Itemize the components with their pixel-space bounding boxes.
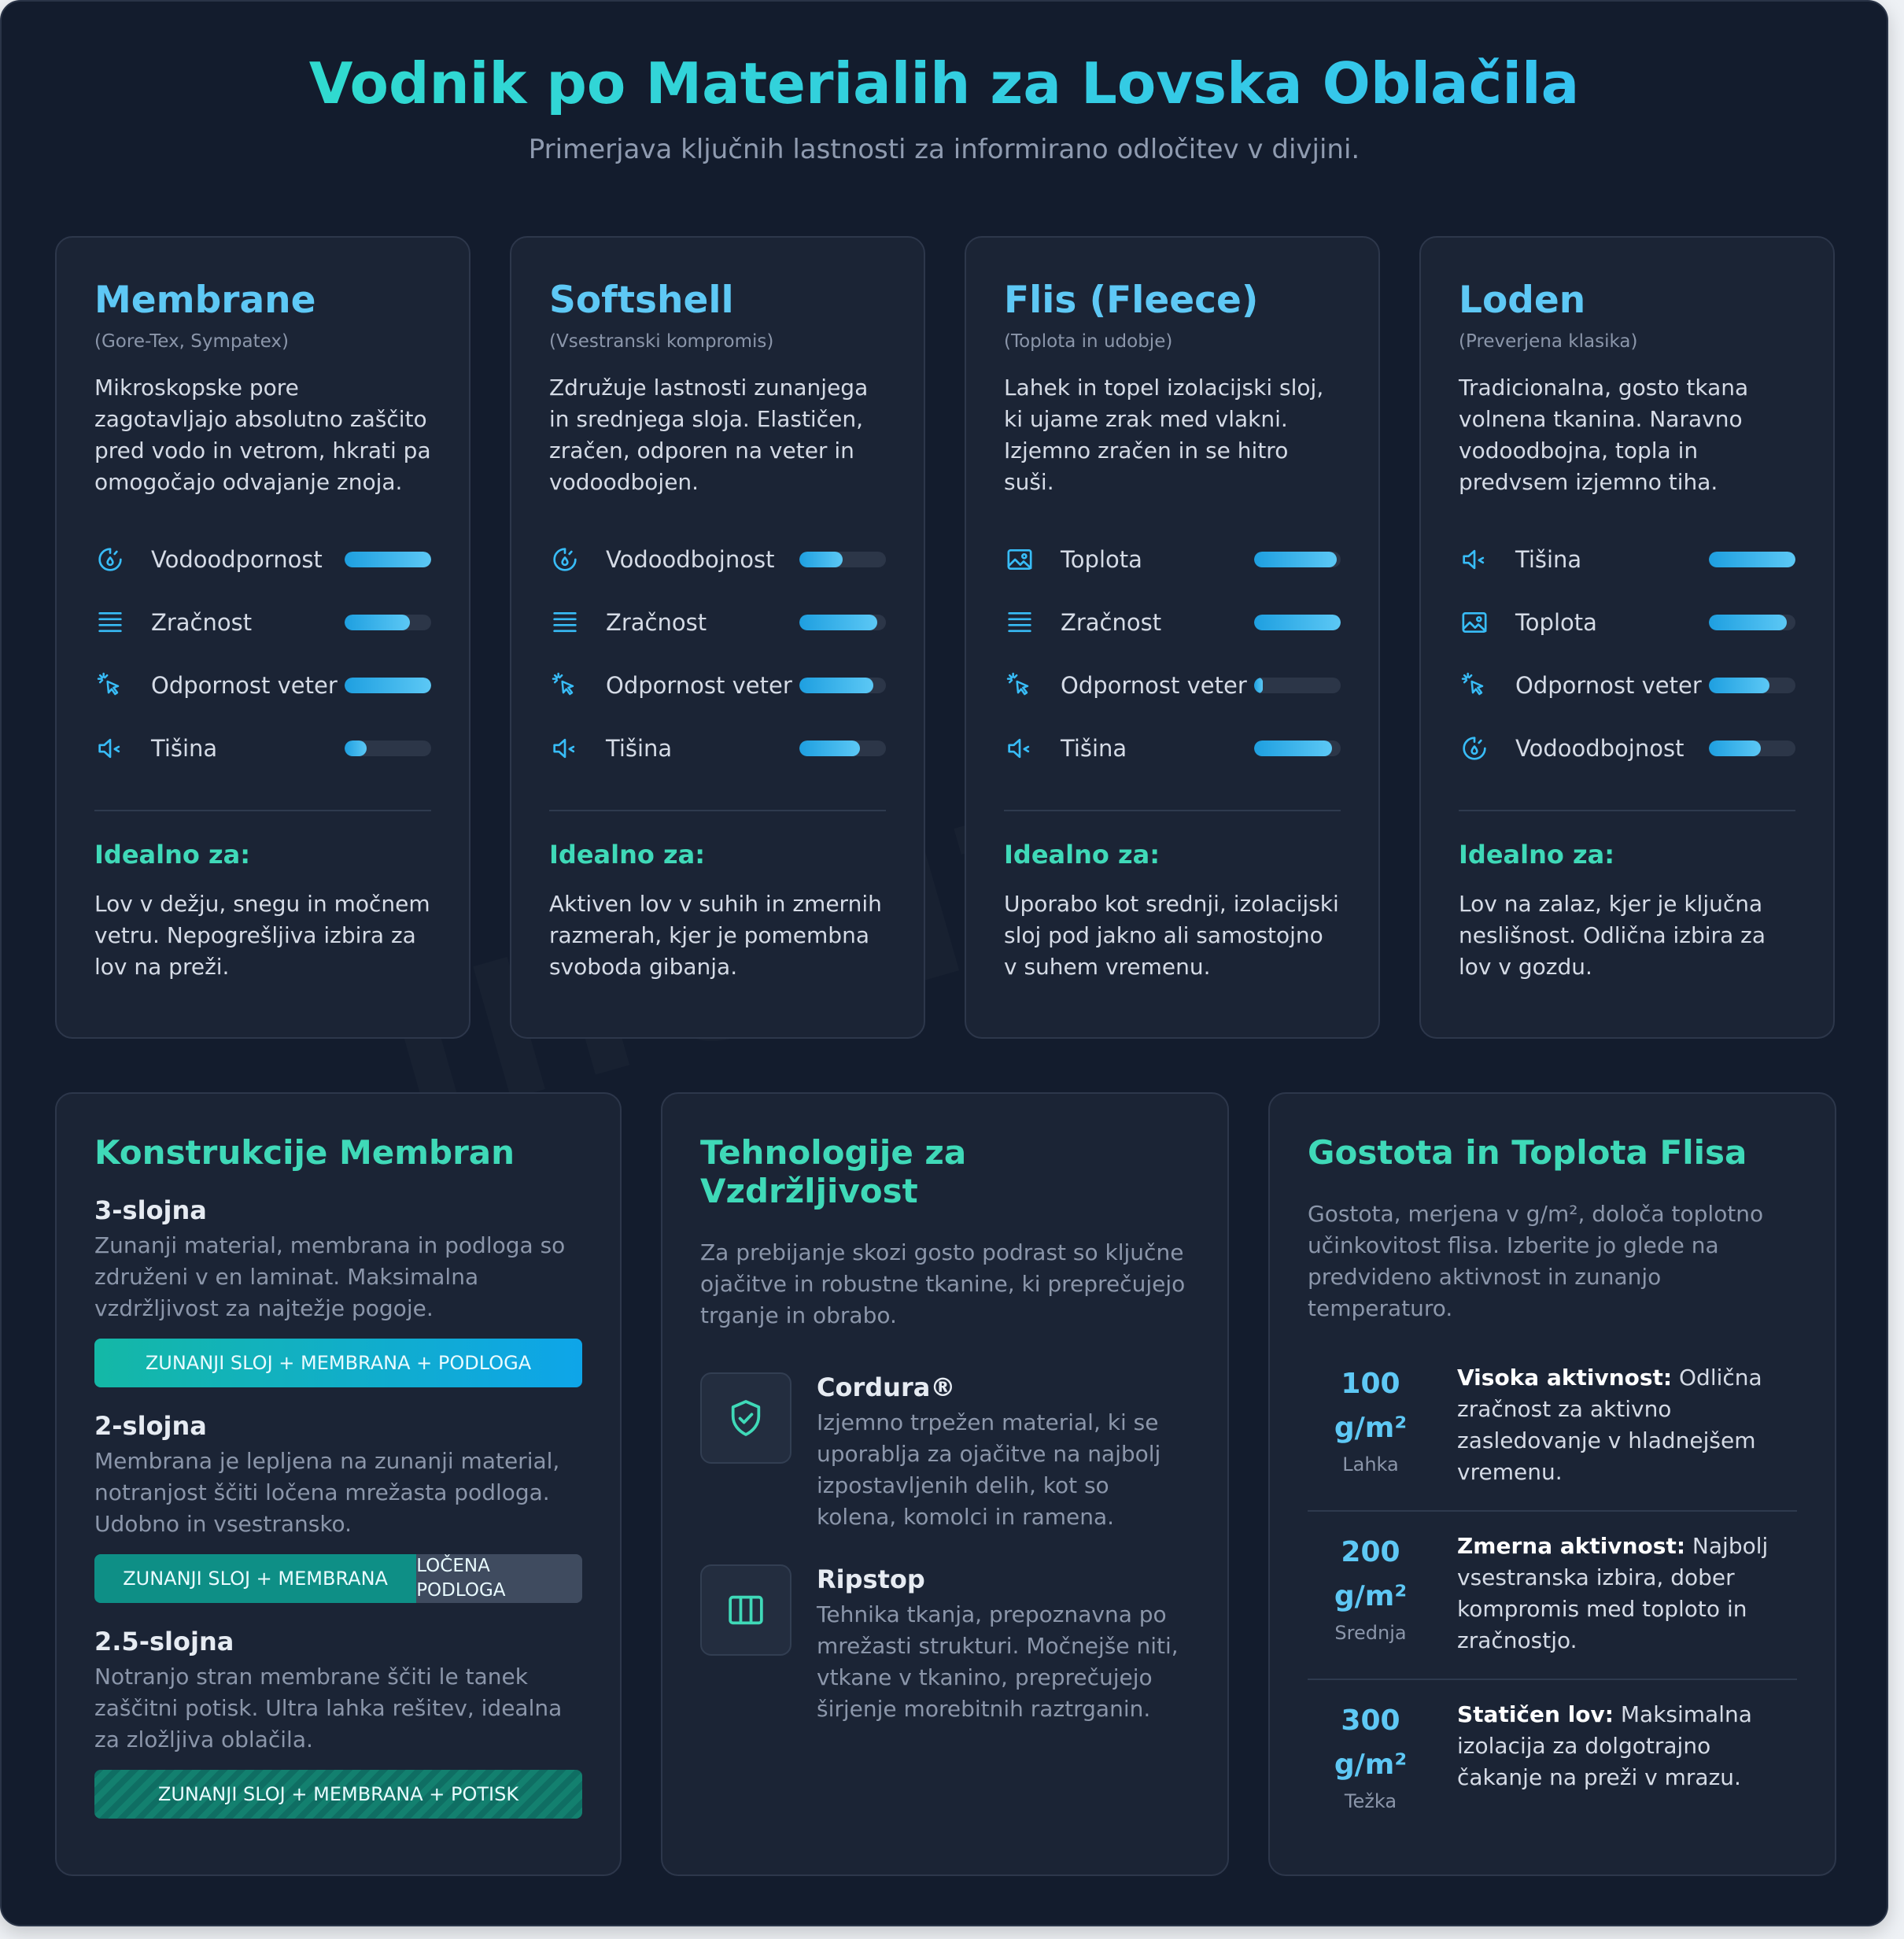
property-level-fill [1254, 615, 1341, 630]
property-level-fill [1709, 615, 1787, 630]
density-activity: Statičen lov: [1457, 1701, 1614, 1727]
density-text: Odlična zračnost za aktivno zasledovanje v hladnejšem vremenu. [1457, 1365, 1762, 1485]
ideal-heading: Idealno za: [94, 840, 250, 870]
density-unit: g/m² [1334, 1580, 1408, 1612]
property-level-bar [1254, 678, 1341, 693]
density-unit: g/m² [1334, 1412, 1408, 1444]
material-description: Mikroskopske pore zagotavljajo absolutno zaščito pred vodo in vetrom, hkrati pa omogočajo odvajanje znoja. [94, 375, 431, 495]
property-list [549, 528, 886, 780]
water-drop-icon [94, 544, 151, 575]
ideal-heading: Idealno za: [1459, 840, 1614, 870]
property-level-bar [1709, 615, 1795, 630]
property-label: Odpornost veter [1061, 672, 1247, 699]
density-description [1457, 1531, 1797, 1656]
property-level-fill [345, 678, 431, 693]
layer-description: Notranjo stran membrane ščiti le tanek zaščitni potisk. Ultra lahka rešitev, idealna za zložljiva oblačila. [94, 1664, 563, 1752]
property-row [94, 528, 431, 591]
card-divider [94, 810, 431, 811]
density-level: Težka [1344, 1790, 1397, 1812]
property-row [94, 717, 431, 780]
property-row [1004, 591, 1341, 654]
property-label: Toplota [1515, 609, 1597, 636]
property-level-fill [1254, 552, 1337, 567]
layer-bar-segment: ZUNANJI SLOJ + MEMBRANA [94, 1554, 416, 1603]
density-description [1457, 1362, 1797, 1488]
card-divider [549, 810, 886, 811]
property-label: Odpornost veter [151, 672, 338, 699]
property-level-fill [1254, 741, 1332, 756]
airflow-icon [94, 607, 151, 638]
density-level: Lahka [1342, 1453, 1399, 1475]
property-row [94, 591, 431, 654]
density-row [1308, 1343, 1797, 1512]
density-number: 100 [1341, 1368, 1400, 1400]
layer-bar-segment: LOČENA PODLOGA [416, 1554, 582, 1603]
property-level-bar [345, 678, 431, 693]
speaker-quiet-icon [94, 733, 151, 764]
density-number: 200 [1341, 1536, 1400, 1568]
density-value [1308, 1531, 1434, 1656]
layer-bar-2-5 [94, 1770, 582, 1819]
durability-title: Tehnologije za Vzdržljivost [700, 1133, 967, 1210]
grid-columns-icon [700, 1564, 791, 1656]
tech-name: Cordura® [817, 1372, 956, 1402]
density-activity: Zmerna aktivnost: [1457, 1533, 1686, 1559]
property-label: Zračnost [151, 609, 253, 636]
property-level-fill [1709, 678, 1769, 693]
water-drop-icon [1459, 733, 1515, 764]
property-row [94, 654, 431, 717]
durability-card [661, 1092, 1229, 1876]
property-level-bar [345, 615, 431, 630]
property-level-fill [799, 552, 843, 567]
density-value [1308, 1362, 1434, 1488]
property-label: Odpornost veter [1515, 672, 1702, 699]
property-level-fill [345, 552, 431, 567]
wind-icon [94, 670, 151, 701]
material-card-softshell [510, 236, 925, 1039]
tech-cordura [700, 1372, 1190, 1533]
property-level-fill [1709, 552, 1795, 567]
layer-bar-segment: ZUNANJI SLOJ + MEMBRANA + PODLOGA [94, 1339, 582, 1387]
tech-ripstop [700, 1564, 1190, 1725]
material-card-membrane [55, 236, 470, 1039]
page-title: Vodnik po Materialih za Lovska Oblačila [2, 50, 1887, 116]
fleece-density-card [1268, 1092, 1836, 1876]
property-level-fill [799, 741, 860, 756]
image-icon [1459, 607, 1515, 638]
property-level-bar [799, 678, 886, 693]
wind-icon [549, 670, 606, 701]
density-row [1308, 1680, 1797, 1834]
material-subtitle: (Vsestranski kompromis) [549, 331, 774, 352]
layer-name: 2-slojna [94, 1411, 207, 1441]
density-list [1308, 1343, 1797, 1834]
property-level-fill [1709, 741, 1761, 756]
property-level-fill [799, 678, 873, 693]
density-description [1457, 1699, 1797, 1812]
property-row [549, 528, 886, 591]
property-level-bar [1709, 552, 1795, 567]
tech-description: Izjemno trpežen material, ki se uporablja za ojačitve na najbolj izpostavljenih delih, kot so kolena, komolci in ramena. [817, 1409, 1161, 1530]
layer-bar-segment: ZUNANJI SLOJ + MEMBRANA + POTISK [94, 1770, 582, 1819]
fleece-density-title: Gostota in Toplota Flisa [1308, 1133, 1747, 1172]
property-label: Tišina [1515, 546, 1582, 573]
layer-name: 2.5-slojna [94, 1627, 234, 1656]
material-description: Tradicionalna, gosto tkana volnena tkanina. Naravno vodoodbojna, topla in predvsem izjemno tiha. [1459, 375, 1749, 495]
layer-bar-2 [94, 1554, 582, 1603]
property-label: Zračnost [606, 609, 707, 636]
property-row [549, 591, 886, 654]
property-row [1004, 528, 1341, 591]
property-row [1459, 717, 1795, 780]
tech-name: Ripstop [817, 1564, 925, 1594]
material-subtitle: (Toplota in udobje) [1004, 331, 1173, 352]
material-name: Softshell [549, 279, 734, 322]
property-level-fill [799, 615, 877, 630]
durability-intro: Za prebijanje skozi gosto podrast so ključne ojačitve in robustne tkanine, ki preprečujejo trganje in obrabo. [700, 1239, 1186, 1328]
property-level-bar [345, 552, 431, 567]
density-activity: Visoka aktivnost: [1457, 1365, 1673, 1391]
property-row [1459, 591, 1795, 654]
property-row [549, 717, 886, 780]
fleece-density-intro: Gostota, merjena v g/m², določa toplotno učinkovitost flisa. Izberite jo glede na predvideno aktivnost in zunanjo temperaturo. [1308, 1201, 1764, 1321]
speaker-quiet-icon [1459, 544, 1515, 575]
property-row [1459, 654, 1795, 717]
property-label: Zračnost [1061, 609, 1162, 636]
property-list [1459, 528, 1795, 780]
ideal-heading: Idealno za: [1004, 840, 1160, 870]
layer-3 [94, 1195, 582, 1387]
property-row [1459, 528, 1795, 591]
property-row [1004, 654, 1341, 717]
property-label: Tišina [606, 735, 673, 762]
property-label: Vodoodpornost [151, 546, 323, 573]
property-label: Odpornost veter [606, 672, 792, 699]
ideal-text: Lov na zalaz, kjer je ključna neslišnost. Odlična izbira za lov v gozdu. [1459, 891, 1766, 980]
material-description: Združuje lastnosti zunanjega in srednjega sloja. Elastičen, zračen, odporen na veter in vodoodbojen. [549, 375, 869, 495]
wind-icon [1459, 670, 1515, 701]
property-level-bar [799, 741, 886, 756]
property-level-bar [1254, 741, 1341, 756]
membrane-constructions-card [55, 1092, 622, 1876]
property-label: Tišina [1061, 735, 1127, 762]
material-name: Membrane [94, 279, 316, 322]
property-label: Toplota [1061, 546, 1142, 573]
property-list [94, 528, 431, 780]
density-row [1308, 1512, 1797, 1680]
property-level-fill [345, 615, 410, 630]
material-description: Lahek in topel izolacijski sloj, ki ujame zrak med vlakni. Izjemno zračen in se hitro suši. [1004, 375, 1324, 495]
page-subtitle: Primerjava ključnih lastnosti za informirano odločitev v divjini. [528, 134, 1360, 165]
material-name: Loden [1459, 279, 1586, 322]
layer-description: Zunanji material, membrana in podloga so združeni v en laminat. Maksimalna vzdržljivost za najtežje pogoje. [94, 1232, 566, 1321]
shield-check-icon [700, 1372, 791, 1464]
layer-2 [94, 1411, 582, 1603]
layer-bar-3 [94, 1339, 582, 1387]
density-text: Maksimalna izolacija za dolgotrajno čakanje na preži v mrazu. [1457, 1701, 1752, 1790]
material-card-loden [1419, 236, 1835, 1039]
layer-name: 3-slojna [94, 1195, 207, 1225]
layer-2-5 [94, 1627, 582, 1819]
material-subtitle: (Gore-Tex, Sympatex) [94, 331, 289, 352]
material-subtitle: (Preverjena klasika) [1459, 331, 1638, 352]
ideal-text: Uporabo kot srednji, izolacijski sloj pod jakno ali samostojno v suhem vremenu. [1004, 891, 1339, 980]
property-level-bar [1709, 678, 1795, 693]
water-drop-icon [549, 544, 606, 575]
speaker-quiet-icon [549, 733, 606, 764]
card-divider [1459, 810, 1795, 811]
ideal-text: Lov v dežju, snegu in močnem vetru. Nepogrešljiva izbira za lov na preži. [94, 891, 430, 980]
material-name: Flis (Fleece) [1004, 279, 1259, 322]
property-label: Tišina [151, 735, 218, 762]
property-row [549, 654, 886, 717]
ideal-text: Aktiven lov v suhih in zmernih razmerah, kjer je pomembna svoboda gibanja. [549, 891, 882, 980]
property-level-bar [799, 552, 886, 567]
property-label: Vodoodbojnost [606, 546, 775, 573]
density-value [1308, 1699, 1434, 1812]
layer-description: Membrana je lepljena na zunanji material, notranjost ščiti ločena mrežasta podloga. Udobno in vsestransko. [94, 1448, 560, 1537]
property-level-fill [345, 741, 367, 756]
card-divider [1004, 810, 1341, 811]
density-number: 300 [1341, 1704, 1400, 1737]
property-row [1004, 717, 1341, 780]
property-level-bar [799, 615, 886, 630]
airflow-icon [549, 607, 606, 638]
property-level-fill [1254, 678, 1263, 693]
property-list [1004, 528, 1341, 780]
density-unit: g/m² [1334, 1749, 1408, 1781]
material-card-fleece [965, 236, 1380, 1039]
wind-icon [1004, 670, 1061, 701]
density-text: Najbolj vsestranska izbira, dober kompromis med toploto in zračnostjo. [1457, 1533, 1769, 1653]
airflow-icon [1004, 607, 1061, 638]
property-level-bar [345, 741, 431, 756]
property-level-bar [1709, 741, 1795, 756]
image-icon [1004, 544, 1061, 575]
property-level-bar [1254, 552, 1341, 567]
density-level: Srednja [1334, 1622, 1407, 1644]
speaker-quiet-icon [1004, 733, 1061, 764]
property-label: Vodoodbojnost [1515, 735, 1684, 762]
property-level-bar [1254, 615, 1341, 630]
tech-description: Tehnika tkanja, prepoznavna po mrežasti strukturi. Močnejše niti, vtkane v tkanino, preprečujejo širjenje morebitnih raztrganin. [817, 1601, 1179, 1722]
constructions-title: Konstrukcije Membran [94, 1133, 515, 1172]
ideal-heading: Idealno za: [549, 840, 705, 870]
